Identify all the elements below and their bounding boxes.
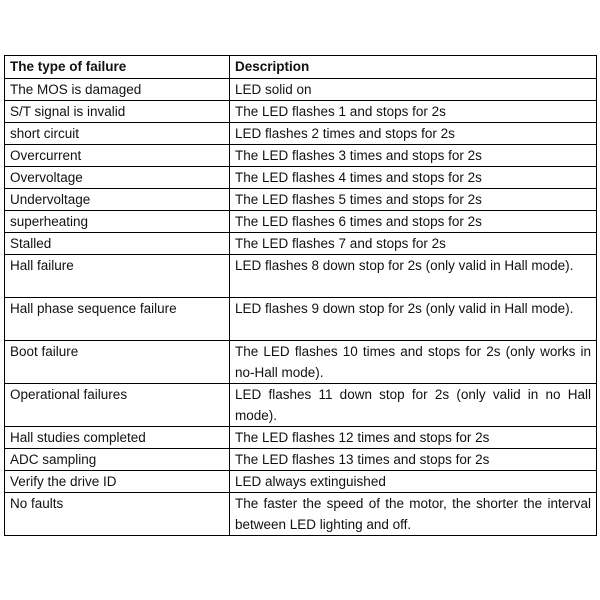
table-row	[5, 189, 597, 211]
header-description: Description	[230, 56, 597, 79]
description-cell: LED solid on	[230, 79, 597, 101]
table-row	[5, 79, 597, 101]
failure-type-cell: Undervoltage	[5, 189, 230, 211]
failure-type-cell: ADC sampling	[5, 449, 230, 471]
failure-type-cell: Hall phase sequence failure	[5, 298, 230, 341]
failure-type-cell: Verify the drive ID	[5, 471, 230, 493]
description-cell: The LED flashes 4 times and stops for 2s	[230, 167, 597, 189]
description-cell: The LED flashes 10 times and stops for 2s (only works in no-Hall mode).	[230, 341, 597, 384]
description-cell: The LED flashes 1 and stops for 2s	[230, 101, 597, 123]
table-row	[5, 167, 597, 189]
table-row	[5, 493, 597, 536]
table-row	[5, 298, 597, 341]
table-row	[5, 233, 597, 255]
header-failure-type: The type of failure	[5, 56, 230, 79]
table-row	[5, 101, 597, 123]
failure-type-cell: Overvoltage	[5, 167, 230, 189]
table-header-row	[5, 56, 597, 79]
table-row	[5, 384, 597, 427]
failure-type-cell: No faults	[5, 493, 230, 536]
description-cell: LED flashes 11 down stop for 2s (only valid in no Hall mode).	[230, 384, 597, 427]
description-cell: The LED flashes 7 and stops for 2s	[230, 233, 597, 255]
table-row	[5, 427, 597, 449]
table-row	[5, 123, 597, 145]
table-row	[5, 449, 597, 471]
description-cell: The LED flashes 12 times and stops for 2s	[230, 427, 597, 449]
failure-type-cell: S/T signal is invalid	[5, 101, 230, 123]
description-cell: The LED flashes 13 times and stops for 2s	[230, 449, 597, 471]
failure-type-cell: Overcurrent	[5, 145, 230, 167]
failure-type-cell: Boot failure	[5, 341, 230, 384]
table-row	[5, 255, 597, 298]
description-cell: LED flashes 9 down stop for 2s (only valid in Hall mode).	[230, 298, 597, 341]
description-cell: The LED flashes 6 times and stops for 2s	[230, 211, 597, 233]
description-cell: The LED flashes 3 times and stops for 2s	[230, 145, 597, 167]
failure-type-cell: Operational failures	[5, 384, 230, 427]
failure-type-cell: short circuit	[5, 123, 230, 145]
failure-type-cell: Hall failure	[5, 255, 230, 298]
description-cell: The faster the speed of the motor, the shorter the interval between LED lighting and off.	[230, 493, 597, 536]
failure-type-cell: superheating	[5, 211, 230, 233]
failure-code-table-container	[4, 55, 596, 536]
table-row	[5, 211, 597, 233]
description-cell: The LED flashes 5 times and stops for 2s	[230, 189, 597, 211]
table-row	[5, 471, 597, 493]
failure-type-cell: Hall studies completed	[5, 427, 230, 449]
failure-type-cell: The MOS is damaged	[5, 79, 230, 101]
description-cell: LED always extinguished	[230, 471, 597, 493]
description-cell: LED flashes 8 down stop for 2s (only valid in Hall mode).	[230, 255, 597, 298]
table-row	[5, 341, 597, 384]
failure-code-table	[4, 55, 597, 536]
description-cell: LED flashes 2 times and stops for 2s	[230, 123, 597, 145]
table-row	[5, 145, 597, 167]
failure-type-cell: Stalled	[5, 233, 230, 255]
